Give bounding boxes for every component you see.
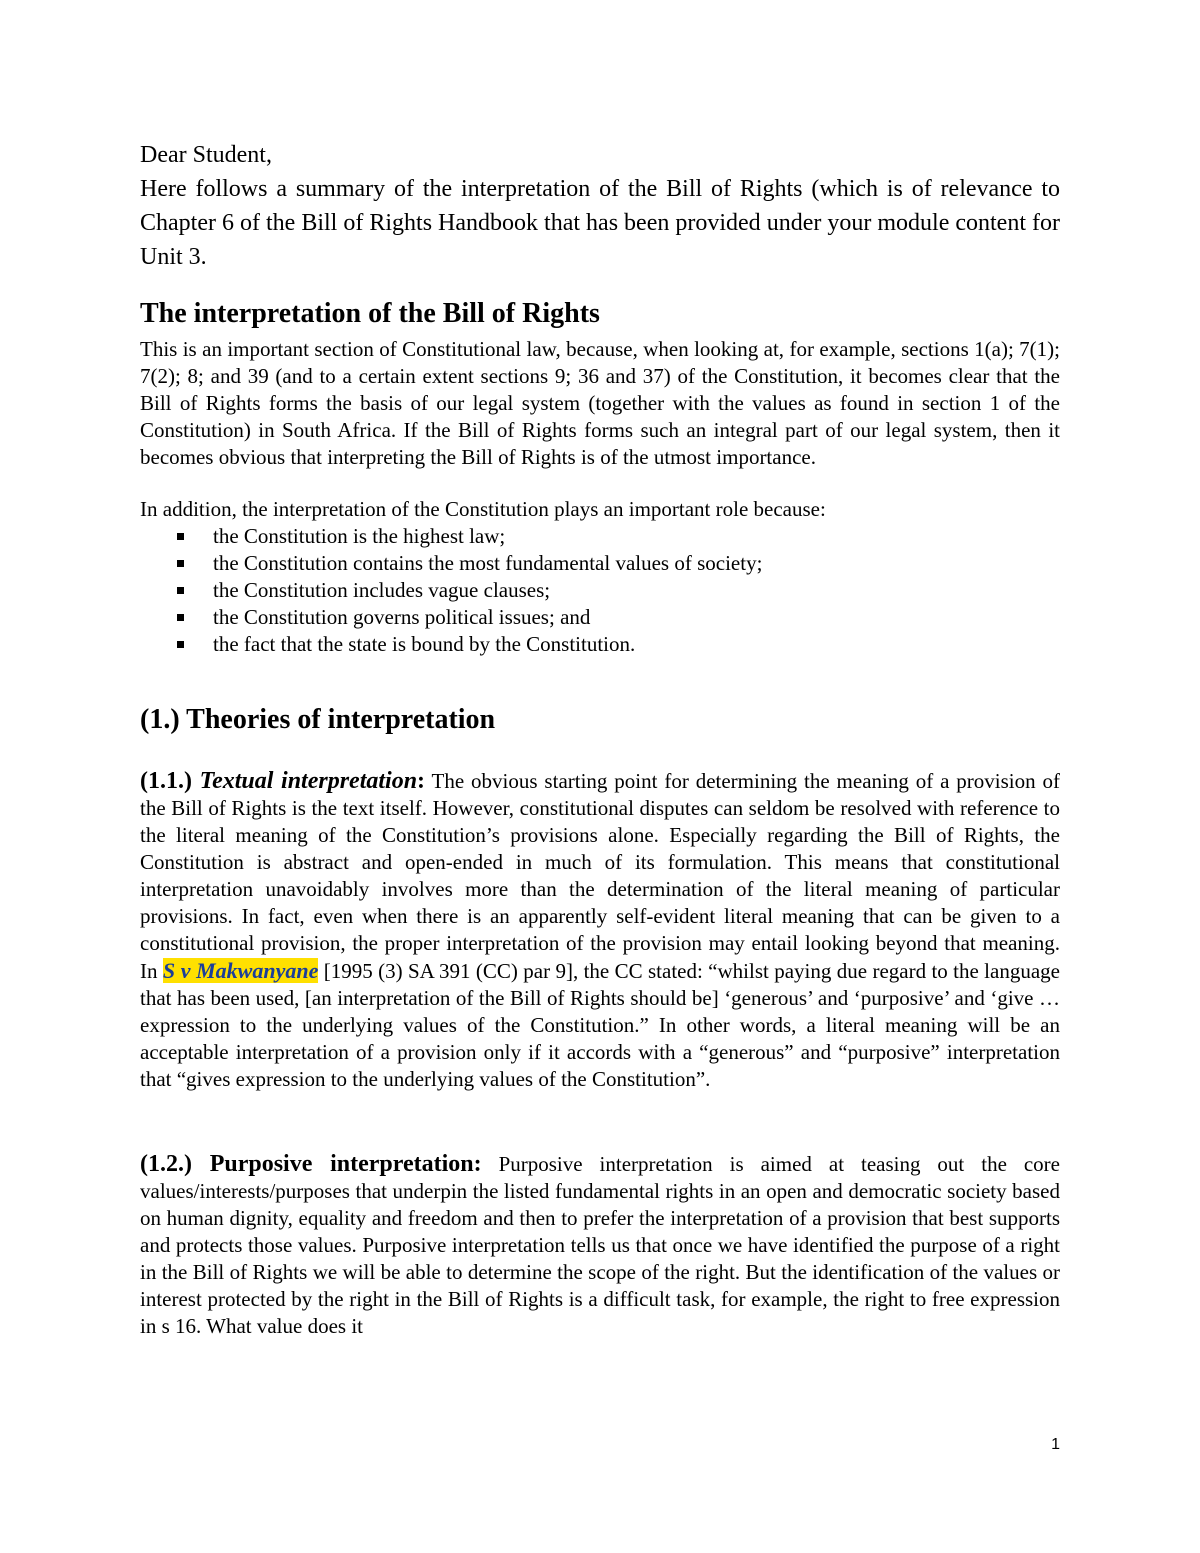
main-heading: The interpretation of the Bill of Rights [140, 298, 600, 329]
section-heading-theories: (1.) Theories of interpretation [140, 704, 496, 735]
subsection-colon: : [417, 768, 426, 794]
greeting: Dear Student, [140, 142, 272, 168]
list-item-text: the Constitution includes vague clauses; [213, 578, 551, 602]
page-number: 1 [1051, 1436, 1060, 1453]
square-bullet-icon [177, 641, 184, 648]
subsection-number: (1.1.) [140, 768, 200, 794]
intro-paragraph: Here follows a summary of the interpretation of the Bill of Rights (which is of relevance to Chapter 6 of the Bill of Rights Handbook that has been provided under your module content for Unit 3. [140, 176, 1060, 270]
paragraph-text: [1995 (3) SA 391 (CC) par 9], the CC stated: “whilst paying due regard to the language that has been used, [an interpretation of the Bill of Rights should be] ‘generous’ and ‘purposive’ and ‘give … expression to the underlying values of the Constitution.” In other words, a literal meaning will be an acceptable interpretation of a provision only if it accords with a “generous” and “purposive” interpretation that “gives expression to the underlying values of the Constitution”. [140, 959, 1060, 1091]
list-item [140, 550, 1060, 577]
highlighted-case-name: S v Makwanyane [162, 958, 319, 983]
reasons-intro: In addition, the interpretation of the Constitution plays an important role because: [140, 497, 826, 521]
purposive-interpretation-paragraph [140, 1151, 1060, 1340]
subsection-label [140, 768, 425, 794]
reasons-list [140, 523, 1060, 658]
spacer [140, 471, 1060, 496]
list-item-text: the Constitution contains the most fundamental values of society; [213, 551, 763, 575]
list-item [140, 523, 1060, 550]
subsection-label: (1.2.) Purposive interpretation: [140, 1151, 482, 1177]
textual-interpretation-paragraph [140, 768, 1060, 1093]
square-bullet-icon [177, 587, 184, 594]
list-item-text: the Constitution is the highest law; [213, 524, 506, 548]
list-item-text: the Constitution governs political issues; and [213, 605, 591, 629]
list-item [140, 631, 1060, 658]
square-bullet-icon [177, 614, 184, 621]
document-page [140, 138, 1060, 1340]
list-item [140, 604, 1060, 631]
square-bullet-icon [177, 560, 184, 567]
paragraph-text: The obvious starting point for determining the meaning of a provision of the Bill of Rights is the text itself. However, constitutional disputes can seldom be resolved with reference to the literal meaning of the Constitution’s provisions alone. Especially regarding the Bill of Rights, the Constitution is abstract and open-ended in much of its formulation. This means that constitutional interpretation unavoidably involves more than the determination of the literal meaning of particular provisions. In fact, even when there is an apparently self-evident literal meaning that can be given to a constitutional provision, the proper interpretation of the provision may entail looking beyond that meaning. In [140, 769, 1060, 983]
paragraph-text: Purposive interpretation is aimed at teasing out the core values/interests/purposes that underpin the listed fundamental rights in an open and democratic society based on human dignity, equality and freedom and then to prefer the interpretation of a provision that best supports and protects those values. Purposive interpretation tells us that once we have identified the purpose of a right in the Bill of Rights we will be able to determine the scope of the right. But the identification of the values or interest protected by the right in the Bill of Rights is a difficult task, for example, the right to free expression in s 16. What value does it [140, 1152, 1060, 1338]
square-bullet-icon [177, 533, 184, 540]
list-item [140, 577, 1060, 604]
importance-paragraph: This is an important section of Constitutional law, because, when looking at, for example, sections 1(a); 7(1); 7(2); 8; and 39 (and to a certain extent sections 9; 36 and 37) of the Constitution, it becomes clear that the Bill of Rights forms the basis of our legal system (together with the values as found in section 1 of the Constitution) in South Africa. If the Bill of Rights forms such an integral part of our legal system, then it becomes obvious that interpreting the Bill of Rights is of the utmost importance. [140, 337, 1060, 469]
subsection-title: Textual interpretation [199, 768, 418, 794]
list-item-text: the fact that the state is bound by the Constitution. [213, 632, 636, 656]
